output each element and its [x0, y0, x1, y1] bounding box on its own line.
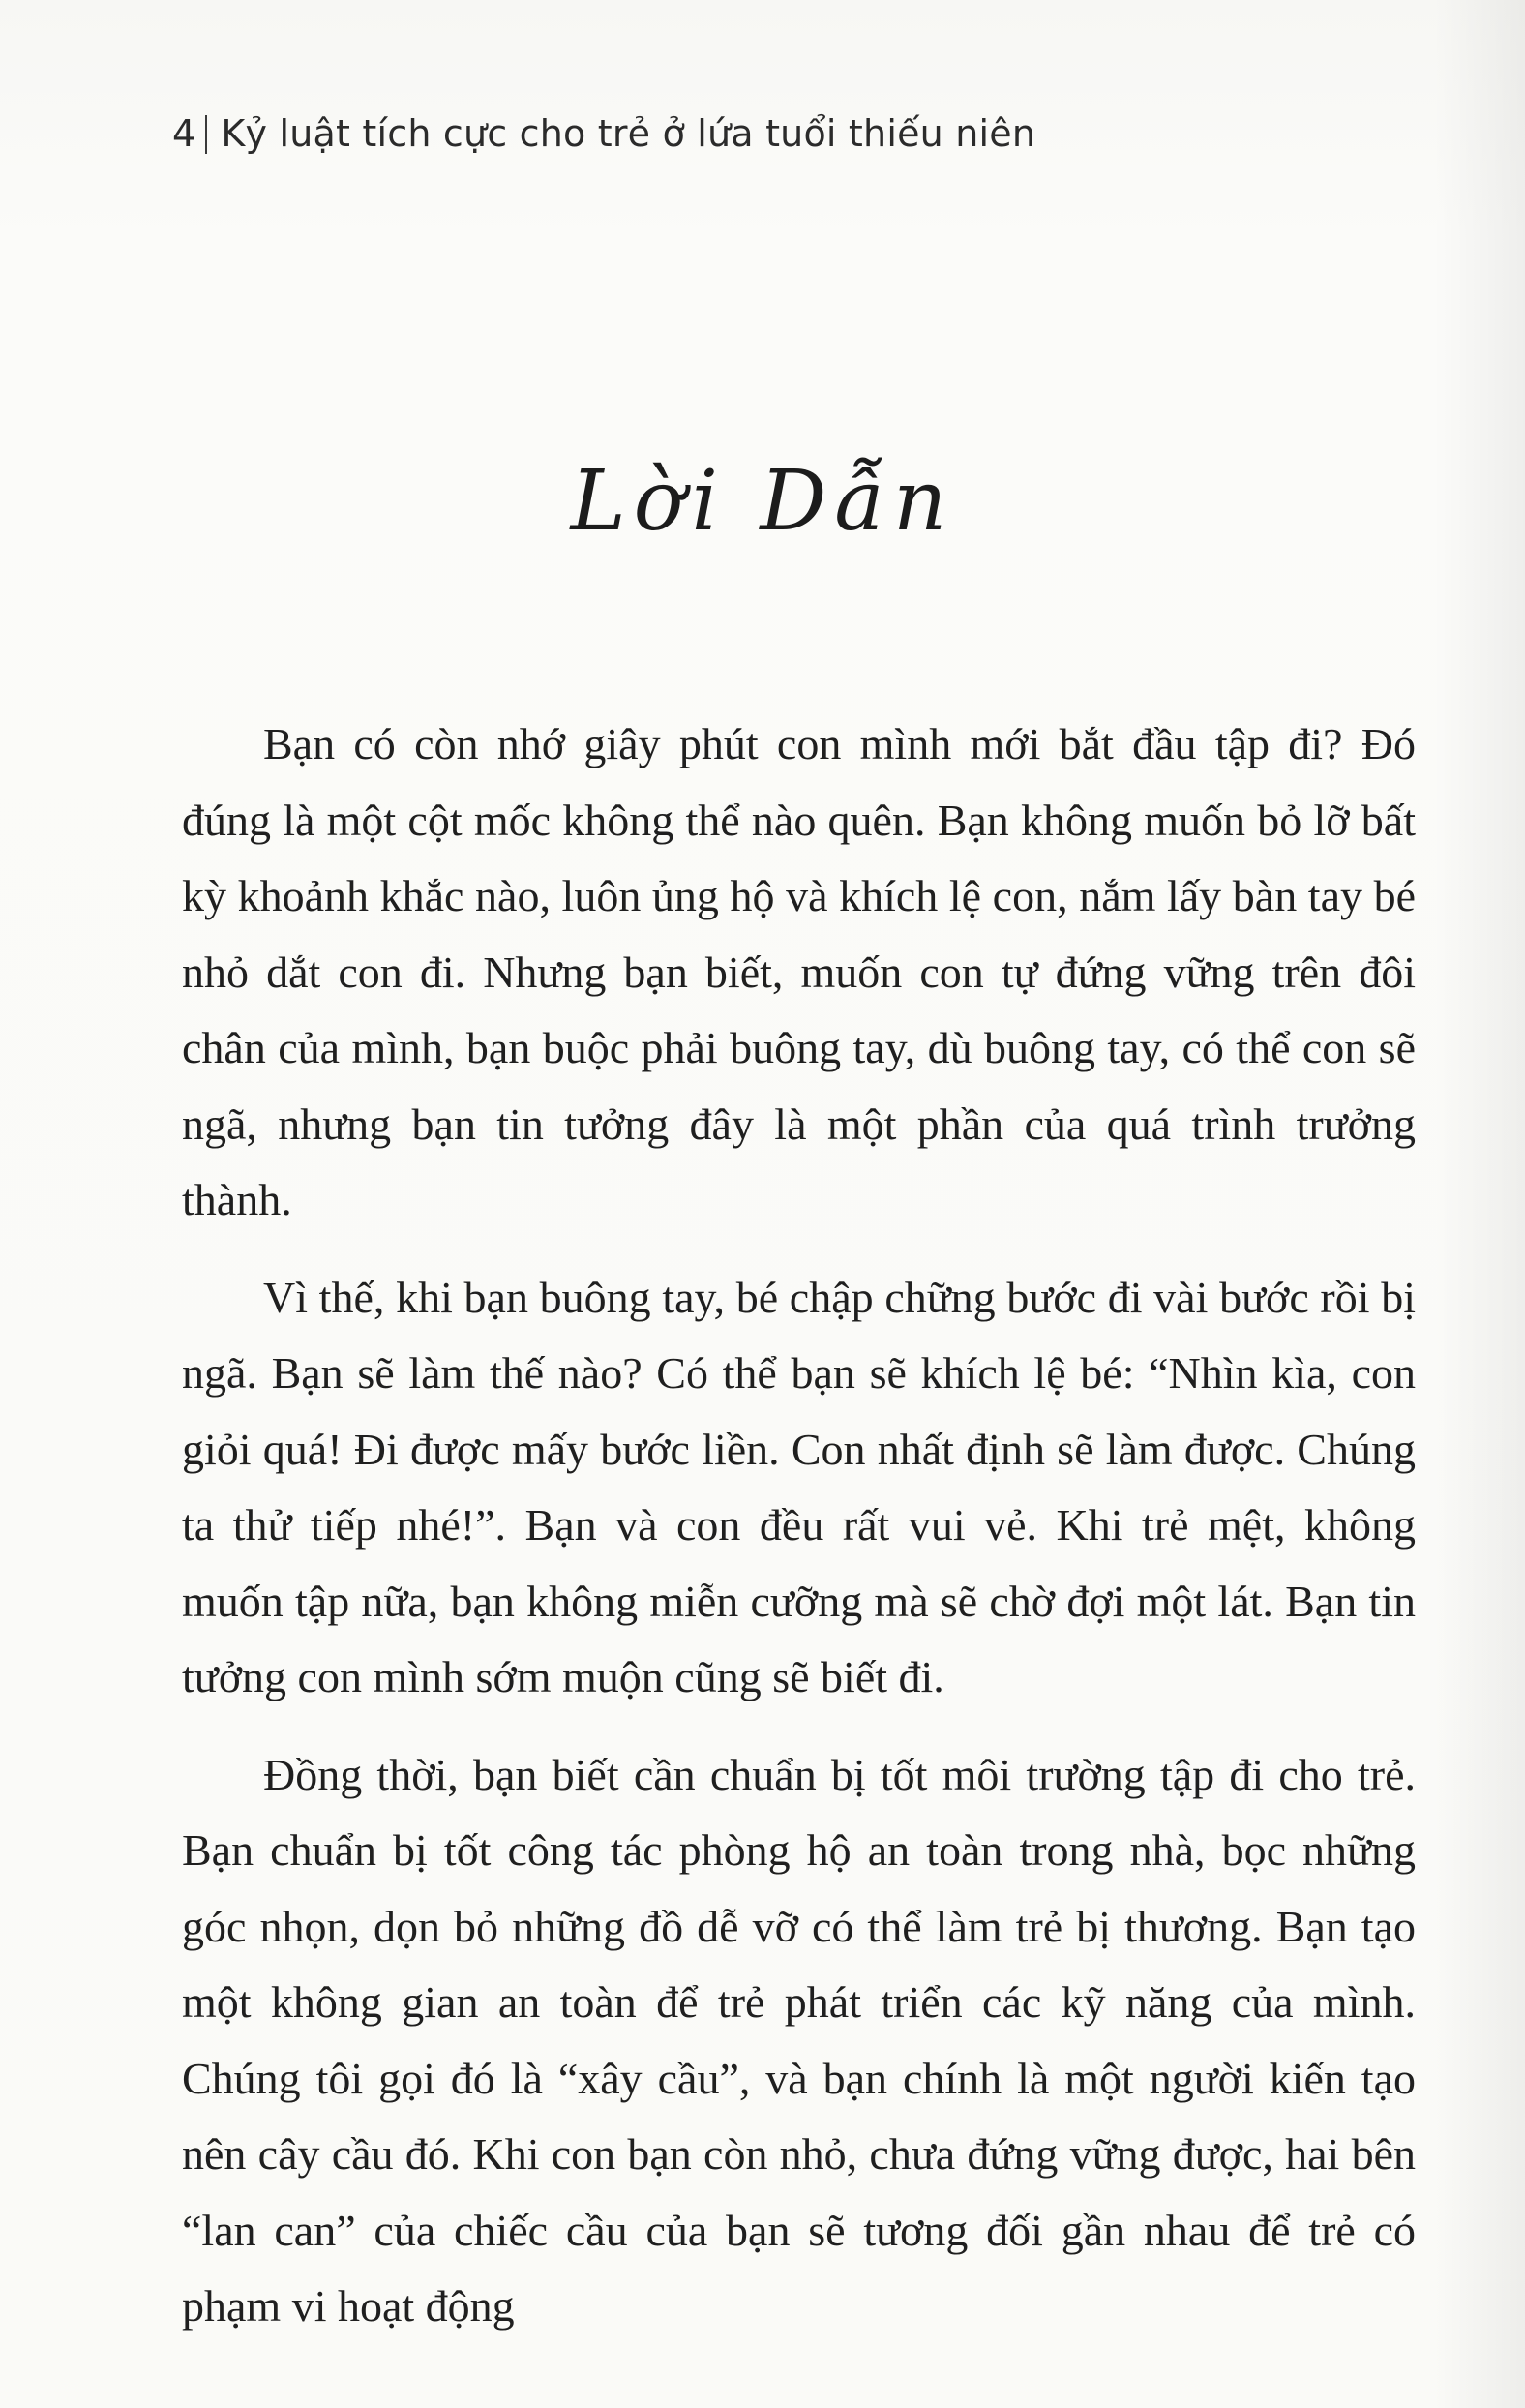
header-divider [205, 115, 207, 154]
running-title: Kỷ luật tích cực cho trẻ ở lứa tuổi thiếu niên [221, 112, 1036, 155]
running-header [172, 112, 1035, 155]
page-number: 4 [172, 112, 196, 155]
paragraph-1: Bạn có còn nhớ giây phút con mình mới bắt đầu tập đi? Đó đúng là một cột mốc không thể nào quên. Bạn không muốn bỏ lỡ bất kỳ khoảnh khắc nào, luôn ủng hộ và khích lệ con, nắm lấy bàn tay bé nhỏ dắt con đi. Nhưng bạn biết, muốn con tự đứng vững trên đôi chân của mình, bạn buộc phải buông tay, dù buông tay, có thể con sẽ ngã, nhưng bạn tin tưởng đây là một phần của quá trình trưởng thành. [182, 719, 1416, 1224]
paragraph-3: Đồng thời, bạn biết cần chuẩn bị tốt môi trường tập đi cho trẻ. Bạn chuẩn bị tốt công tác phòng hộ an toàn trong nhà, bọc những góc nhọn, dọn bỏ những đồ dễ vỡ có thể làm trẻ bị thương. Bạn tạo một không gian an toàn để trẻ phát triển các kỹ năng của mình. Chúng tôi gọi đó là “xây cầu”, và bạn chính là một người kiến tạo nên cây cầu đó. Khi con bạn còn nhỏ, chưa đứng vững được, hai bên “lan can” của chiếc cầu của bạn sẽ tương đối gần nhau để trẻ có phạm vi hoạt động [182, 1749, 1416, 2331]
chapter-title: Lời Dẫn [570, 453, 955, 550]
body-text [182, 707, 1416, 2366]
paragraph-2: Vì thế, khi bạn buông tay, bé chập chững bước đi vài bước rồi bị ngã. Bạn sẽ làm thế nào? Có thể bạn sẽ khích lệ bé: “Nhìn kìa, con giỏi quá! Đi được mấy bước liền. Con nhất định sẽ làm được. Chúng ta thử tiếp nhé!”. Bạn và con đều rất vui vẻ. Khi trẻ mệt, không muốn tập nữa, bạn không miễn cưỡng mà sẽ chờ đợi một lát. Bạn tin tưởng con mình sớm muộn cũng sẽ biết đi. [182, 1272, 1416, 1701]
